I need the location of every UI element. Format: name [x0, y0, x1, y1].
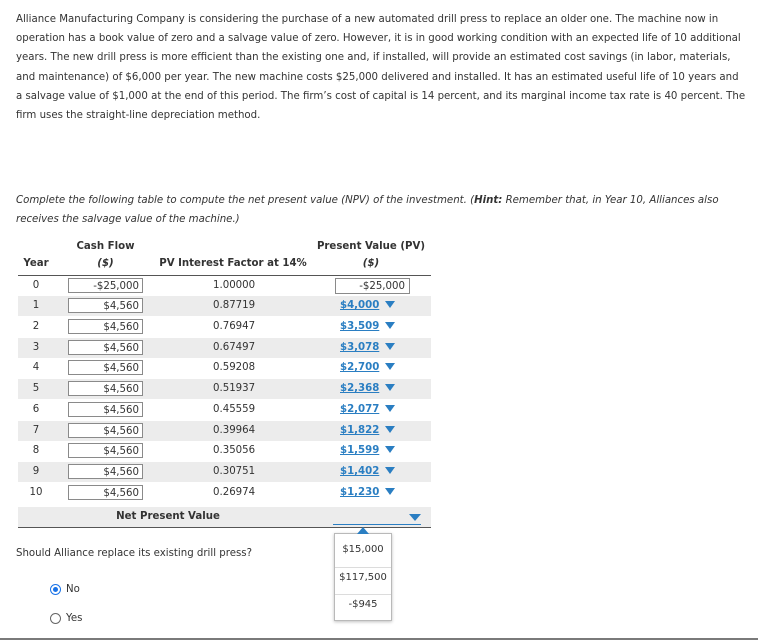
year-cell: 9 [32, 466, 40, 477]
pvif-value: 0.59208 [213, 362, 256, 373]
table-row [18, 462, 431, 482]
present-value-dropdown[interactable] [340, 379, 395, 399]
answer-label: Yes [66, 613, 83, 624]
radio-button-checked[interactable] [50, 584, 61, 595]
npv-option[interactable]: $15,000 [342, 544, 384, 555]
chevron-down-icon [385, 363, 395, 370]
instructions [16, 191, 746, 229]
pvif-value: 0.51937 [213, 383, 256, 394]
present-value-selected: $2,700 [340, 362, 380, 373]
instructions-suffix: Remember that, in Year 10, Alliances also receives the salvage value of the machine.) [16, 195, 719, 226]
pvif-value: 0.67497 [213, 342, 256, 353]
table-bottom-divider [18, 527, 431, 528]
year-cell: 0 [32, 280, 40, 291]
present-value-dropdown[interactable] [340, 483, 395, 503]
year-cell: 6 [32, 404, 40, 415]
table-row [18, 441, 431, 461]
present-value-dropdown[interactable] [340, 317, 395, 337]
year-cell: 4 [32, 362, 40, 373]
header-present-value-unit: ($) [362, 258, 380, 269]
present-value-dropdown[interactable] [340, 400, 395, 420]
npv-option[interactable]: -$945 [335, 594, 391, 615]
year-cell: 5 [32, 383, 40, 394]
year-cell: 10 [29, 487, 43, 498]
npv-dropdown[interactable] [333, 509, 421, 525]
cash-flow-field[interactable]: $4,560 [68, 464, 143, 479]
bottom-divider [0, 638, 758, 640]
chevron-down-icon [385, 426, 395, 433]
table-row [18, 400, 431, 420]
present-value-dropdown[interactable] [340, 338, 395, 358]
year-cell: 1 [32, 300, 40, 311]
npv-option[interactable]: $117,500 [335, 567, 391, 588]
present-value-dropdown[interactable] [340, 296, 395, 316]
present-value-dropdown[interactable] [340, 441, 395, 461]
present-value-selected: $4,000 [340, 300, 380, 311]
present-value-selected: $3,509 [340, 321, 380, 332]
present-value-selected: $2,077 [340, 404, 380, 415]
present-value-selected: $3,078 [340, 342, 380, 353]
present-value-dropdown[interactable] [340, 358, 395, 378]
table-row [18, 296, 431, 316]
year-cell: 3 [32, 342, 40, 353]
present-value-field[interactable]: -$25,000 [335, 278, 410, 294]
pvif-value: 0.45559 [213, 404, 256, 415]
npv-row [18, 507, 431, 527]
npv-label: Net Present Value [116, 511, 220, 522]
present-value-selected: $2,368 [340, 383, 380, 394]
pvif-value: 0.30751 [213, 466, 256, 477]
answer-label: No [66, 584, 80, 595]
chevron-down-icon [385, 384, 395, 391]
present-value-selected: $1,230 [340, 487, 380, 498]
pvif-value: 0.39964 [213, 425, 256, 436]
chevron-down-icon [385, 301, 395, 308]
chevron-up-icon [357, 527, 369, 534]
cash-flow-field[interactable]: $4,560 [68, 443, 143, 458]
problem-statement: Alliance Manufacturing Company is considering the purchase of a new automated drill press to replace an older one. The machine now in operation has a book value of zero and a salvage value of zero. However, it is in good working condition with an expected life of 10 additional years. The new drill press is more efficient than the existing one and, if installed, will provide an estimated cost savings (in labor, materials, and maintenance) of $6,000 per year. The new machine costs $25,000 delivered and installed. It has an estimated useful life of 10 years and a salvage value of $1,000 at the end of this period. The firm’s cost of capital is 14 percent, and its marginal income tax rate is 40 percent. The firm uses the straight-line depreciation method. [16, 14, 746, 122]
present-value-dropdown[interactable] [340, 462, 395, 482]
cash-flow-field[interactable]: $4,560 [68, 319, 143, 334]
cash-flow-field[interactable]: $4,560 [68, 340, 143, 355]
chevron-down-icon [385, 488, 395, 495]
cash-flow-field[interactable]: $4,560 [68, 402, 143, 417]
table-row [18, 338, 431, 358]
hint-label: Hint: [474, 195, 503, 206]
npv-dropdown-menu [334, 533, 392, 621]
header-cash-flow-unit: ($) [97, 258, 114, 269]
present-value-dropdown[interactable] [340, 421, 395, 441]
present-value-selected: $1,822 [340, 425, 380, 436]
table-row [18, 379, 431, 399]
header-pv-interest-factor: PV Interest Factor at 14% [159, 258, 307, 269]
question-text: Should Alliance replace its existing drill press? [16, 548, 253, 559]
table-row [18, 276, 431, 296]
cash-flow-field[interactable]: $4,560 [68, 360, 143, 375]
cash-flow-field[interactable]: $4,560 [68, 485, 143, 500]
cash-flow-field[interactable]: $4,560 [68, 381, 143, 396]
chevron-down-icon [385, 322, 395, 329]
cash-flow-field[interactable]: $4,560 [68, 423, 143, 438]
pvif-value: 0.26974 [213, 487, 256, 498]
pvif-value: 0.76947 [213, 321, 256, 332]
chevron-down-icon [409, 514, 421, 521]
pvif-value: 1.00000 [213, 280, 256, 291]
header-cash-flow: Cash Flow [76, 241, 135, 252]
year-cell: 2 [32, 321, 40, 332]
chevron-down-icon [385, 343, 395, 350]
chevron-down-icon [385, 446, 395, 453]
table-row [18, 483, 431, 503]
table-row [18, 317, 431, 337]
cash-flow-field[interactable]: -$25,000 [68, 278, 143, 293]
radio-button[interactable] [50, 613, 61, 624]
year-cell: 7 [32, 425, 40, 436]
year-cell: 8 [32, 445, 40, 456]
pvif-value: 0.87719 [213, 300, 256, 311]
present-value-selected: $1,402 [340, 466, 380, 477]
instructions-prefix: Complete the following table to compute the net present value (NPV) of the investment. ( [16, 195, 475, 206]
pvif-value: 0.35056 [213, 445, 256, 456]
chevron-down-icon [385, 405, 395, 412]
chevron-down-icon [385, 467, 395, 474]
table-row [18, 421, 431, 441]
header-year: Year [23, 258, 49, 269]
cash-flow-field[interactable]: $4,560 [68, 298, 143, 313]
present-value-selected: $1,599 [340, 445, 380, 456]
header-present-value: Present Value (PV) [316, 241, 426, 252]
table-row [18, 358, 431, 378]
